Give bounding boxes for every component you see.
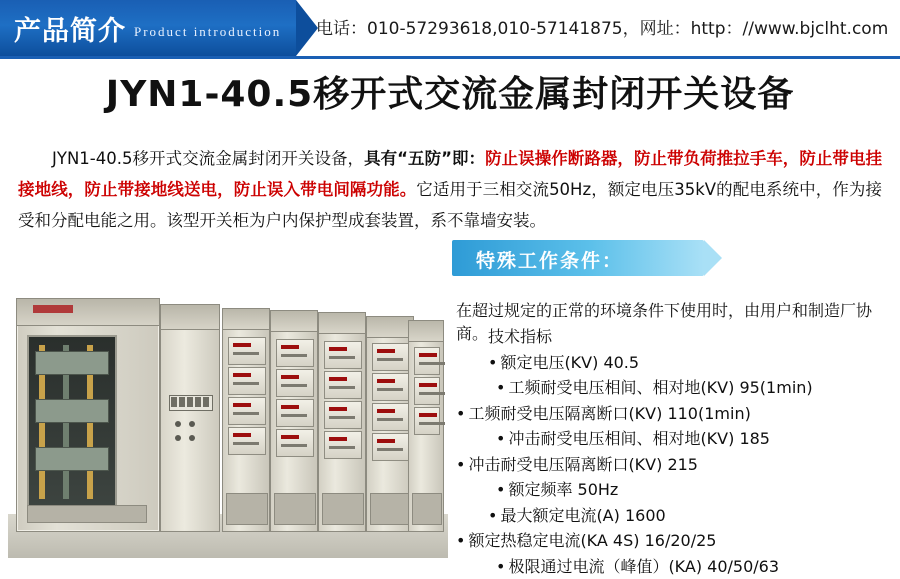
- spec-item: • 额定电压(KV) 40.5: [456, 350, 900, 376]
- drawer-unit: [276, 369, 314, 397]
- control-knobs: [175, 421, 205, 447]
- banner-title-en: Product introduction: [134, 24, 281, 40]
- section-banner: [0, 0, 296, 56]
- intro-part4: 它适用于三相交流50Hz，额定电压35kV的配电系统中，作为接受和分配电能之用。该型开关柜为户内保护型成套装置，系不靠墙安装。: [18, 180, 882, 230]
- meter-display: [169, 395, 213, 411]
- internal-module: [35, 351, 109, 375]
- spec-item: • 工频耐受电压隔离断口(KV) 110(1min): [456, 401, 900, 427]
- spec-heading: 技术指标: [456, 324, 900, 350]
- drawer-unit: [228, 427, 266, 455]
- conditions-banner-label: 特殊工作条件：: [476, 246, 623, 273]
- intro-part1: JYN1-40.5移开式交流金属封闭开关设备，: [52, 149, 364, 168]
- spec-item: • 额定热稳定电流(KA 4S) 16/20/25: [456, 528, 900, 554]
- drawer-unit: [276, 399, 314, 427]
- intro-part3-highlight: 防止误操作断路器，防止带负荷推拉手车，防止带电挂接地线，防止带接地线送电，防止误入带电间隔功能。: [18, 149, 882, 199]
- drawer-unit: [276, 429, 314, 457]
- page-title: JYN1-40.5移开式交流金属封闭开关设备: [0, 66, 900, 117]
- drawer-unit: [372, 433, 410, 461]
- intro-paragraph: [18, 143, 882, 236]
- drawer-unit: [276, 339, 314, 367]
- conditions-note: 在超过规定的正常的环境条件下使用时，由用户和制造厂协商。: [456, 298, 896, 344]
- spec-list: [456, 324, 900, 579]
- drawer-unit: [372, 403, 410, 431]
- drawer-unit: [324, 371, 362, 399]
- spec-item: • 冲击耐受电压隔离断口(KV) 215: [456, 452, 900, 478]
- conditions-banner: [452, 240, 704, 276]
- cabinet-base-panel: [226, 493, 268, 525]
- cabinet-open-door: [27, 335, 117, 509]
- drawer-unit: [414, 347, 440, 375]
- internal-module: [35, 447, 109, 471]
- spec-item: • 工频耐受电压相间、相对地(KV) 95(1min): [456, 375, 900, 401]
- cabinet-bay: [270, 310, 318, 532]
- cabinet-control: [160, 304, 220, 532]
- intro-part2: 具有“五防”即：: [364, 149, 485, 168]
- spec-item: • 最大额定电流(A) 1600: [456, 503, 900, 529]
- cabinet-top-band: [271, 311, 317, 332]
- cabinet-base-panel: [370, 493, 412, 525]
- drawer-unit: [372, 373, 410, 401]
- cabinet-base-panel: [322, 493, 364, 525]
- drawer-unit: [324, 431, 362, 459]
- banner-title-cn: 产品简介: [14, 9, 126, 48]
- header-divider: [0, 56, 900, 59]
- drawer-unit: [324, 401, 362, 429]
- cabinet-bay: [318, 312, 366, 532]
- cabinet-top-band: [223, 309, 269, 330]
- drawer-unit: [414, 377, 440, 405]
- drawer-unit: [414, 407, 440, 435]
- cabinet-base-panel: [274, 493, 316, 525]
- cabinet-base-panel: [27, 505, 147, 523]
- cabinet-top-band: [409, 321, 443, 342]
- cabinet-base-panel: [412, 493, 442, 525]
- drawer-unit: [228, 397, 266, 425]
- cabinet-logo: [33, 305, 73, 313]
- drawer-unit: [228, 367, 266, 395]
- cabinet-top-band: [367, 317, 413, 338]
- cabinet-top-band: [161, 305, 219, 330]
- internal-module: [35, 399, 109, 423]
- drawer-unit: [324, 341, 362, 369]
- contact-info: 电话：010-57293618,010-57141875，网址：http：//www.bjclht.com: [316, 14, 888, 39]
- cabinet-bay: [366, 316, 414, 532]
- drawer-unit: [228, 337, 266, 365]
- cabinet-bay: [222, 308, 270, 532]
- page-header: [0, 0, 900, 56]
- cabinet-bay: [408, 320, 444, 532]
- spec-item: • 极限通过电流（峰值）(KA) 40/50/63: [456, 554, 900, 579]
- cabinet-main: [16, 298, 160, 532]
- product-photo: [8, 268, 448, 558]
- spec-item: • 额定频率 50Hz: [456, 477, 900, 503]
- spec-item: • 冲击耐受电压相间、相对地(KV) 185: [456, 426, 900, 452]
- drawer-unit: [372, 343, 410, 371]
- cabinet-top-band: [319, 313, 365, 334]
